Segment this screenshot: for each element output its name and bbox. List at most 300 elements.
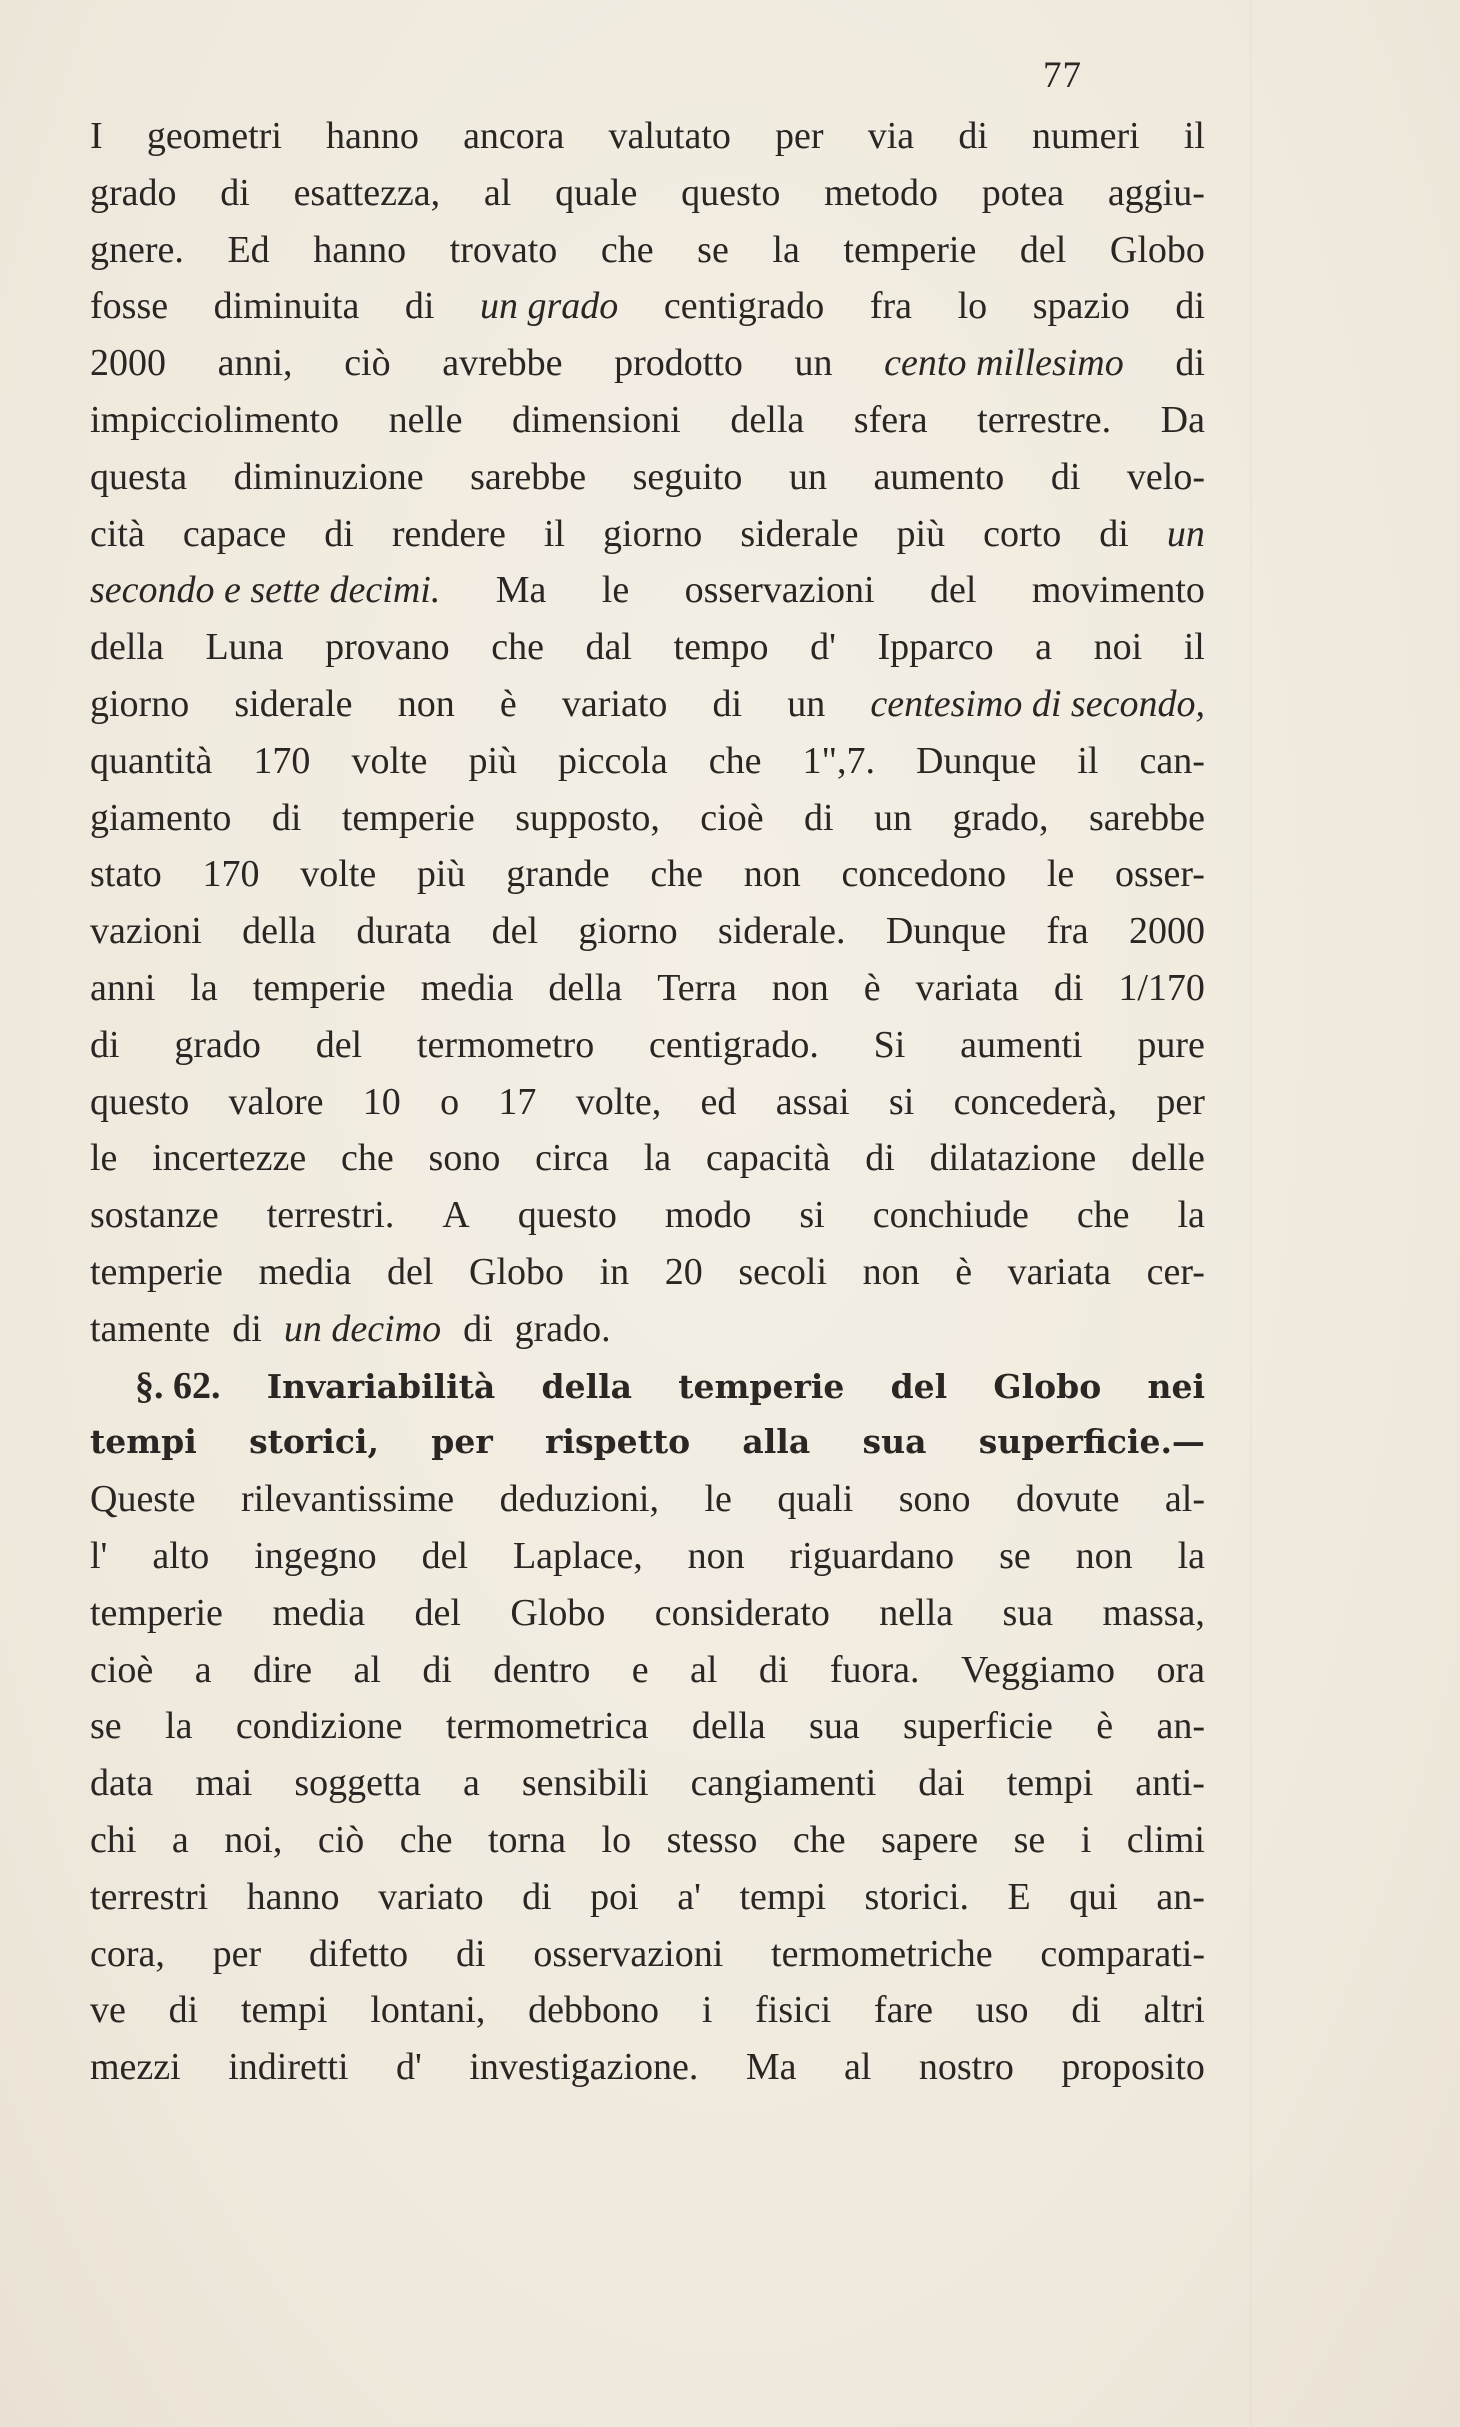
- word: condizione: [235, 1705, 403, 1748]
- word: corto: [983, 512, 1062, 555]
- text-line: [90, 1528, 1205, 1585]
- word: sensibili: [521, 1762, 649, 1805]
- word: [884, 335, 1124, 392]
- word: se: [999, 1534, 1031, 1577]
- word: capacità: [705, 1137, 831, 1180]
- word: se: [90, 1705, 122, 1748]
- word: siderale: [234, 682, 353, 725]
- text-line: [90, 903, 1205, 960]
- word: che: [341, 1137, 394, 1180]
- word: sono: [428, 1137, 501, 1180]
- word: stato: [90, 853, 162, 896]
- word: osservazioni: [533, 1932, 724, 1975]
- word: le: [704, 1478, 732, 1521]
- word: [90, 562, 440, 619]
- word: del: [1019, 228, 1067, 271]
- word: al: [483, 171, 512, 214]
- word: si: [799, 1194, 825, 1237]
- text-line: [90, 506, 1205, 563]
- word: di: [1071, 1989, 1101, 2032]
- word: 2000: [1128, 910, 1205, 953]
- word: vazioni: [90, 910, 202, 953]
- word: osservazioni: [684, 569, 875, 612]
- word: fisici: [755, 1989, 832, 2032]
- word: nelle: [388, 398, 463, 441]
- word: è: [499, 682, 517, 725]
- word: fra: [869, 285, 912, 328]
- word: del: [315, 1023, 363, 1066]
- word: comparati-: [1040, 1932, 1205, 1975]
- word: Globo: [510, 1591, 606, 1634]
- word: di: [168, 1989, 199, 2032]
- word: Dunque: [916, 739, 1037, 782]
- word: concedono: [841, 853, 1007, 896]
- text-line: [90, 1585, 1205, 1642]
- word: can-: [1139, 739, 1205, 782]
- word: giorno: [578, 910, 678, 953]
- word: variato: [561, 682, 668, 725]
- word: Luna: [205, 626, 284, 669]
- word: terrestri: [90, 1875, 209, 1918]
- word: grande: [506, 853, 610, 896]
- word: dal: [585, 626, 632, 669]
- word: mezzi: [90, 2046, 181, 2089]
- word: conchiude: [872, 1194, 1029, 1237]
- word: di: [463, 1307, 493, 1350]
- word: rilevantissime: [240, 1478, 455, 1521]
- word: ve: [90, 1989, 126, 2032]
- word: trovato: [449, 228, 558, 271]
- italic-word: centesimo di secondo,: [870, 682, 1205, 725]
- word: temperie: [341, 796, 475, 839]
- text-line: [90, 790, 1205, 847]
- word: ciò: [317, 1818, 365, 1861]
- word: che: [491, 626, 544, 669]
- word: sua: [1002, 1591, 1054, 1634]
- word: per: [431, 1422, 493, 1462]
- word: 170: [202, 853, 260, 896]
- word: fuora.: [829, 1648, 920, 1691]
- word: è: [955, 1250, 973, 1293]
- word: al: [690, 1648, 718, 1691]
- word: dire: [252, 1648, 313, 1691]
- word: della: [691, 1705, 766, 1748]
- word: dentro: [493, 1648, 591, 1691]
- word: che: [1076, 1194, 1130, 1237]
- word: Ed: [227, 228, 270, 271]
- word: ingegno: [254, 1534, 377, 1577]
- word: al: [843, 2046, 872, 2089]
- word: Ipparco: [877, 626, 994, 669]
- word: considerato: [654, 1591, 830, 1634]
- word: temperie: [252, 966, 386, 1009]
- word: di: [1050, 455, 1081, 498]
- word: della: [242, 910, 317, 953]
- word: il: [543, 512, 565, 555]
- word: giorno: [603, 512, 703, 555]
- word: al-: [1164, 1478, 1205, 1521]
- word: media: [258, 1250, 352, 1293]
- word: altri: [1143, 1989, 1205, 2032]
- text-line: [90, 449, 1205, 506]
- word: di: [324, 512, 354, 555]
- word: l': [90, 1534, 108, 1577]
- word: la: [772, 228, 800, 271]
- word: supposto,: [515, 796, 660, 839]
- text-line: [90, 676, 1205, 733]
- word: la: [643, 1137, 672, 1180]
- word: di: [232, 1307, 262, 1350]
- word: grado,: [952, 796, 1049, 839]
- italic-word: un grado: [480, 285, 619, 328]
- word: di: [1175, 342, 1205, 385]
- word: numeri: [1032, 115, 1140, 157]
- word: ancora: [463, 115, 565, 157]
- word: di: [90, 1023, 120, 1066]
- word: noi: [1093, 626, 1143, 669]
- word: quantità: [90, 739, 213, 782]
- word: qui: [1069, 1875, 1118, 1918]
- word: temperie: [90, 1250, 223, 1293]
- word: Globo: [469, 1250, 565, 1293]
- text-line: [90, 1187, 1205, 1244]
- text-line: [90, 1869, 1205, 1926]
- word: spazio: [1032, 285, 1130, 328]
- word: se: [697, 228, 729, 271]
- word: variato: [378, 1875, 484, 1918]
- word: le: [601, 569, 630, 612]
- word: Globo: [1109, 228, 1205, 271]
- word: Globo: [993, 1366, 1102, 1406]
- word: anti-: [1135, 1762, 1205, 1805]
- text-line: [90, 1301, 1205, 1358]
- word: un: [787, 682, 826, 725]
- word: sarebbe: [1088, 796, 1205, 839]
- word: avrebbe: [442, 342, 563, 385]
- word: valore: [228, 1080, 324, 1123]
- word: un: [794, 342, 833, 385]
- word: capace: [182, 512, 287, 555]
- page-number: 77: [1043, 55, 1082, 96]
- italic-word: cento millesimo: [884, 342, 1124, 385]
- word: tempo: [673, 626, 769, 669]
- word: A: [442, 1194, 470, 1237]
- word: che: [399, 1818, 453, 1861]
- text-line: [90, 562, 1205, 619]
- word: è: [1096, 1705, 1114, 1748]
- text-line: [90, 2039, 1205, 2096]
- text-line: [90, 1812, 1205, 1869]
- word: di: [1099, 512, 1129, 555]
- word: Invariabilità: [266, 1366, 496, 1406]
- word: potea: [981, 171, 1065, 214]
- word: tempi: [1006, 1762, 1094, 1805]
- word: siderale.: [717, 910, 846, 953]
- word: a: [462, 1762, 480, 1805]
- word: volte: [300, 853, 377, 896]
- word: Dunque: [885, 910, 1007, 953]
- word: di: [712, 682, 743, 725]
- word: più: [896, 512, 946, 555]
- word: Laplace,: [512, 1534, 643, 1577]
- word: d': [396, 2046, 422, 2089]
- word: concederà,: [953, 1080, 1118, 1123]
- word: della: [730, 398, 805, 441]
- text-line: [90, 1358, 1205, 1415]
- text-line: [90, 733, 1205, 790]
- text-line: [90, 846, 1205, 903]
- italic-word: un: [1166, 512, 1205, 555]
- word: aumenti: [960, 1023, 1083, 1066]
- word: poi: [590, 1875, 639, 1918]
- word: di: [958, 115, 988, 157]
- word: cioè: [700, 796, 764, 839]
- word: 1",7.: [802, 739, 876, 782]
- word: mai: [195, 1762, 253, 1805]
- word: la: [190, 966, 218, 1009]
- word: seguito: [632, 455, 743, 498]
- word: difetto: [308, 1932, 409, 1975]
- word: di: [1175, 285, 1205, 328]
- word: sua: [809, 1705, 860, 1748]
- word: la: [165, 1705, 193, 1748]
- word: della: [90, 626, 164, 669]
- text-line: [90, 1926, 1205, 1983]
- word: fosse: [90, 285, 169, 328]
- word: rendere: [391, 512, 506, 555]
- word: non: [1075, 1534, 1133, 1577]
- word: volte: [351, 739, 428, 782]
- word: tamente: [90, 1307, 211, 1350]
- word: a: [1035, 626, 1053, 669]
- word: lo: [601, 1818, 632, 1861]
- word: è: [863, 966, 881, 1009]
- word: torna: [487, 1818, 567, 1861]
- word: chi: [90, 1818, 137, 1861]
- text-line: [90, 222, 1205, 279]
- word: termometriche: [771, 1932, 993, 1975]
- word: dai: [918, 1762, 965, 1805]
- word: modo: [664, 1194, 752, 1237]
- word: che: [650, 853, 704, 896]
- word: tempi: [90, 1422, 197, 1462]
- word: assai: [775, 1080, 850, 1123]
- word: lo: [957, 285, 988, 328]
- word: movimento: [1031, 569, 1205, 612]
- word: ora: [1156, 1648, 1205, 1691]
- word: media: [272, 1591, 366, 1634]
- word: nella: [879, 1591, 954, 1634]
- word: volte,: [575, 1080, 662, 1123]
- word: che: [600, 228, 654, 271]
- word: grado.: [514, 1307, 611, 1350]
- text-line: [90, 619, 1205, 676]
- word: di: [455, 1932, 486, 1975]
- word: rispetto: [545, 1422, 691, 1462]
- word: temperie: [843, 228, 977, 271]
- word: alla: [742, 1422, 811, 1462]
- word: dimensioni: [511, 398, 681, 441]
- word: giamento: [90, 796, 232, 839]
- word: la: [1177, 1534, 1205, 1577]
- word: i: [701, 1989, 713, 2032]
- text-line: [90, 1642, 1205, 1699]
- word: i: [1080, 1818, 1092, 1861]
- word: il: [1077, 739, 1099, 782]
- word: massa,: [1102, 1591, 1205, 1634]
- word: piccola: [558, 739, 668, 782]
- word: di: [404, 285, 435, 328]
- word: quale: [555, 171, 638, 214]
- word: non: [771, 966, 829, 1009]
- word: Ma: [745, 2046, 797, 2089]
- word: che: [708, 739, 762, 782]
- word: an-: [1156, 1705, 1205, 1748]
- word: questo: [90, 1080, 190, 1123]
- word: media: [420, 966, 514, 1009]
- word: al: [353, 1648, 381, 1691]
- word: del: [890, 1366, 948, 1406]
- word: più: [468, 739, 517, 782]
- word: I: [90, 115, 103, 157]
- italic-word: un decimo: [283, 1307, 442, 1350]
- word: investigazione.: [469, 2046, 699, 2089]
- word: fra: [1046, 910, 1089, 953]
- word: storici,: [249, 1422, 379, 1462]
- word: di: [804, 796, 834, 839]
- word: durata: [356, 910, 452, 953]
- word: per: [1156, 1080, 1205, 1123]
- word: velo-: [1126, 455, 1205, 498]
- word: di: [220, 171, 250, 214]
- page-crease: [1250, 0, 1252, 2427]
- word: cangiamenti: [690, 1762, 877, 1805]
- word: noi,: [224, 1818, 283, 1861]
- italic-word: secondo e sette decimi.: [90, 569, 441, 612]
- word: 2000: [90, 342, 166, 385]
- word: debbono: [528, 1989, 660, 2032]
- word: aggiu-: [1107, 171, 1205, 214]
- word: stesso: [666, 1818, 758, 1861]
- word: proposito: [1061, 2046, 1205, 2089]
- word: geometri: [146, 115, 282, 157]
- word: sapere: [881, 1818, 979, 1861]
- word: quali: [777, 1478, 854, 1521]
- text-line: [90, 1698, 1205, 1755]
- word: si: [888, 1080, 915, 1123]
- text-line: [90, 1982, 1205, 2039]
- word: cora,: [90, 1932, 165, 1975]
- word: Veggiamo: [960, 1648, 1116, 1691]
- word: d': [810, 626, 836, 669]
- word: provano: [325, 626, 450, 669]
- text-line: [90, 960, 1205, 1017]
- word: centigrado: [663, 285, 825, 328]
- word: a: [194, 1648, 212, 1691]
- word: in: [599, 1250, 630, 1293]
- word: nei: [1147, 1366, 1205, 1406]
- word: cioè: [90, 1648, 154, 1691]
- word: del: [929, 569, 977, 612]
- word: la: [1177, 1194, 1205, 1237]
- word: [480, 278, 618, 335]
- word: hanno: [326, 115, 419, 157]
- word: del: [491, 910, 539, 953]
- text-line: [90, 165, 1205, 222]
- word: cer-: [1146, 1250, 1205, 1293]
- word: 170: [253, 739, 311, 782]
- text-line: [90, 1074, 1205, 1131]
- word: [870, 676, 1205, 733]
- word: terrestri.: [266, 1194, 395, 1237]
- word: diminuita: [213, 285, 360, 328]
- text-line: [90, 1017, 1205, 1074]
- word: §. 62.: [135, 1364, 221, 1407]
- word: non: [397, 682, 455, 725]
- text-line: [90, 1414, 1205, 1471]
- text-line: [90, 1471, 1205, 1528]
- text-line: [90, 108, 1205, 165]
- word: an-: [1156, 1875, 1205, 1918]
- word: siderale: [740, 512, 859, 555]
- text-line: [90, 1244, 1205, 1301]
- word: hanno: [246, 1875, 340, 1918]
- word: Terra: [657, 966, 737, 1009]
- word: E: [1007, 1875, 1031, 1918]
- word: del: [414, 1591, 461, 1634]
- word: variata: [1007, 1250, 1112, 1293]
- word: questo: [681, 171, 781, 214]
- word: di: [422, 1648, 452, 1691]
- word: circa: [535, 1137, 609, 1180]
- word: metodo: [824, 171, 939, 214]
- text-line: [90, 1130, 1205, 1187]
- word: dovute: [1016, 1478, 1120, 1521]
- word: delle: [1131, 1137, 1205, 1180]
- word: di: [758, 1648, 789, 1691]
- word: indiretti: [228, 2046, 349, 2089]
- word: uso: [975, 1989, 1029, 2032]
- word: dilatazione: [929, 1137, 1097, 1180]
- word: o: [440, 1080, 460, 1123]
- word: 1/170: [1118, 966, 1205, 1009]
- word: riguardano: [789, 1534, 955, 1577]
- word: sua: [862, 1422, 927, 1462]
- word: un: [788, 455, 827, 498]
- word: della: [548, 966, 623, 1009]
- word: del: [421, 1534, 469, 1577]
- word: alto: [152, 1534, 210, 1577]
- word: diminuzione: [233, 455, 424, 498]
- word: anni,: [217, 342, 293, 385]
- word: ed: [700, 1080, 737, 1123]
- text-line: [90, 1755, 1205, 1812]
- word: 20: [664, 1250, 703, 1293]
- word: non: [687, 1534, 745, 1577]
- word: questa: [90, 455, 188, 498]
- word: a: [171, 1818, 189, 1861]
- word: sfera: [853, 398, 928, 441]
- word: hanno: [313, 228, 407, 271]
- word: se: [1013, 1818, 1046, 1861]
- word: sarebbe: [470, 455, 587, 498]
- word: variata: [915, 966, 1019, 1009]
- word: di: [522, 1875, 552, 1918]
- word: via: [867, 115, 915, 157]
- word: esattezza,: [293, 171, 441, 214]
- word: data: [90, 1762, 154, 1805]
- word: Si: [873, 1023, 906, 1066]
